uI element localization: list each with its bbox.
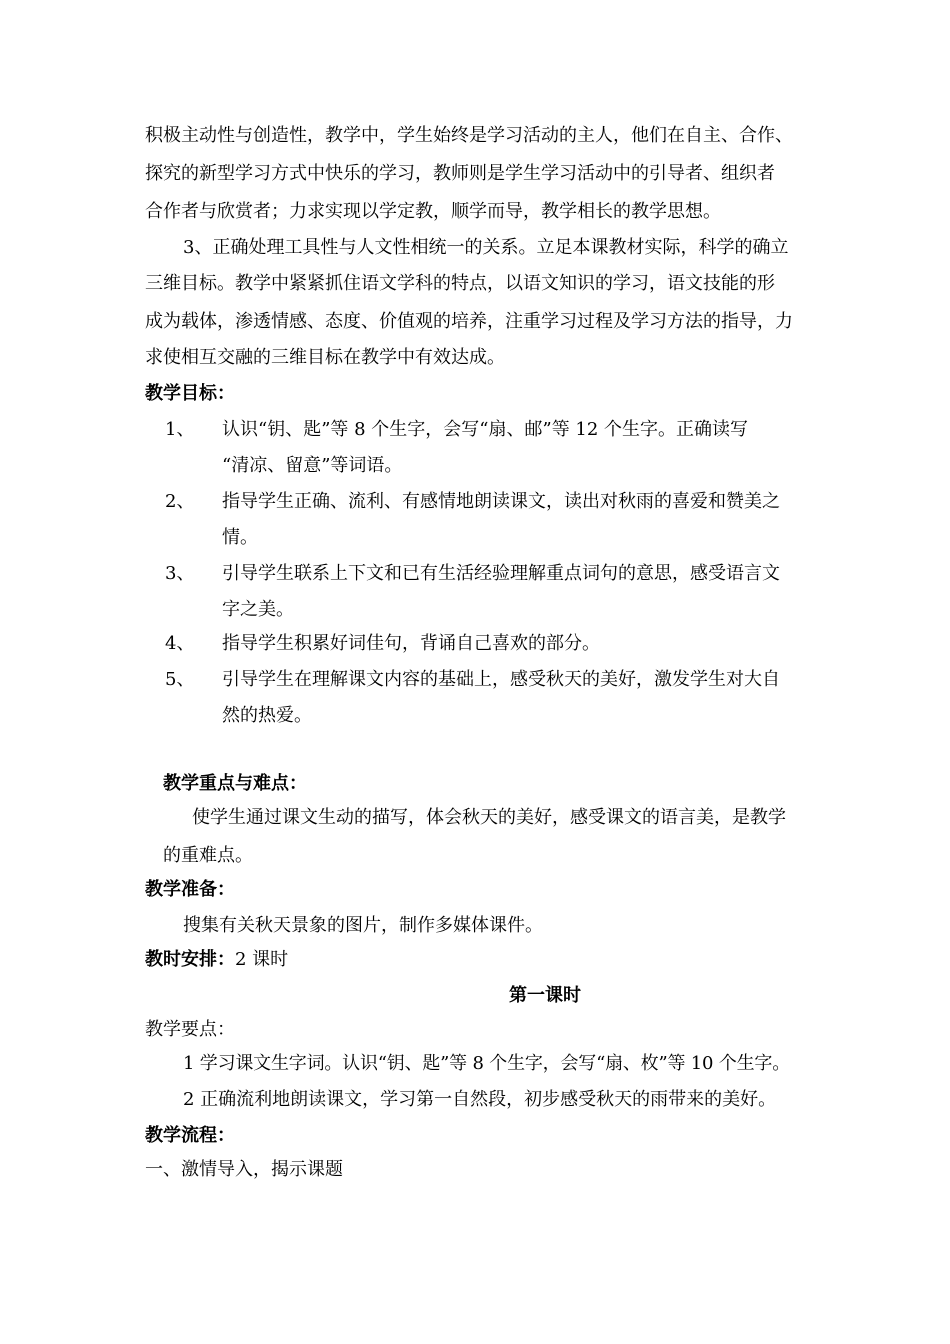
point3-line-1: 3、正确处理工具性与人文性相统一的关系。立足本课教材实际，科学的确立	[183, 237, 789, 258]
goal-2-line-1: 指导学生正确、流利、有感情地朗读课文，读出对秋雨的喜爱和赞美之	[222, 491, 780, 512]
lesson-point-2: 2 正确流利地朗读课文，学习第一自然段，初步感受秋天的雨带来的美好。	[183, 1089, 777, 1110]
point3-line-3: 成为载体，渗透情感、态度、价值观的培养，注重学习过程及学习方法的指导，力	[145, 311, 793, 332]
intro-line-1: 积极主动性与创造性，教学中，学生始终是学习活动的主人，他们在自主、合作、	[145, 125, 793, 146]
lesson-point-1: 1 学习课文生字词。认识“钥、匙”等 8 个生字，会写“扇、枚”等 10 个生字。	[183, 1053, 791, 1074]
process-step-1: 一、激情导入，揭示课题	[145, 1159, 343, 1180]
preparation-text: 搜集有关秋天景象的图片，制作多媒体课件。	[183, 915, 543, 936]
goal-number-1: 1、	[165, 419, 195, 440]
goal-3-line-1: 引导学生联系上下文和已有生活经验理解重点词句的意思，感受语言文	[222, 563, 780, 584]
key-points-line-2: 的重难点。	[163, 845, 253, 866]
goal-3-line-2: 字之美。	[222, 599, 294, 620]
goal-5-line-1: 引导学生在理解课文内容的基础上，感受秋天的美好，激发学生对大自	[222, 669, 780, 690]
schedule-heading: 教时安排：	[145, 949, 235, 970]
intro-line-2: 探究的新型学习方式中快乐的学习，教师则是学生学习活动中的引导者、组织者	[145, 163, 775, 184]
goal-1-line-2: “清凉、留意”等词语。	[222, 455, 403, 476]
process-heading: 教学流程：	[145, 1125, 235, 1146]
point3-line-4: 求使相互交融的三维目标在教学中有效达成。	[145, 347, 505, 368]
lesson-title: 第一课时	[509, 985, 581, 1006]
goal-number-3: 3、	[165, 563, 195, 584]
goal-number-4: 4、	[165, 633, 195, 654]
preparation-heading: 教学准备：	[145, 879, 235, 900]
goal-2-line-2: 情。	[222, 527, 258, 548]
goals-heading: 教学目标：	[145, 383, 235, 404]
point3-line-2: 三维目标。教学中紧紧抓住语文学科的特点，以语文知识的学习，语文技能的形	[145, 273, 775, 294]
key-points-heading: 教学重点与难点：	[163, 773, 307, 794]
goal-number-2: 2、	[165, 491, 195, 512]
goal-5-line-2: 然的热爱。	[222, 705, 312, 726]
key-points-line-1: 使学生通过课文生动的描写，体会秋天的美好，感受课文的语言美，是教学	[192, 807, 786, 828]
lesson-points-heading: 教学要点：	[145, 1019, 235, 1040]
intro-line-3: 合作者与欣赏者；力求实现以学定教，顺学而导，教学相长的教学思想。	[145, 201, 721, 222]
goal-4-line-1: 指导学生积累好词佳句，背诵自己喜欢的部分。	[222, 633, 600, 654]
schedule-line	[145, 948, 288, 972]
schedule-value: 2 课时	[235, 949, 289, 970]
goal-number-5: 5、	[165, 669, 195, 690]
goal-1-line-1: 认识“钥、匙”等 8 个生字，会写“扇、邮”等 12 个生字。正确读写	[222, 419, 749, 440]
